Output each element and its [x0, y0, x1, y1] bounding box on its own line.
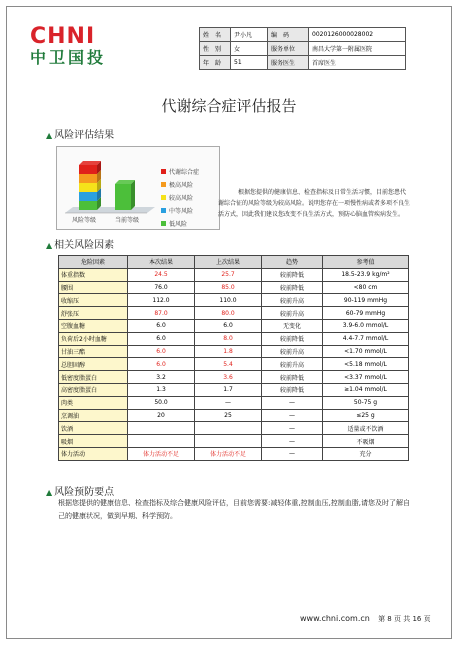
bar-segment: [79, 174, 97, 183]
current-cell: 6.0: [128, 345, 195, 358]
current-cell: 24.5: [128, 268, 195, 281]
current-cell: 50.0: [128, 396, 195, 409]
trend-cell: 无变化: [262, 319, 323, 332]
previous-cell: 85.0: [195, 281, 262, 294]
bar-segment: [79, 183, 97, 192]
factor-cell: 腰围: [59, 281, 128, 294]
footer-page: 第 8 页: [378, 615, 401, 623]
table-row: [59, 268, 409, 281]
previous-cell: 25.7: [195, 268, 262, 281]
sex-label: 性 别: [200, 42, 231, 56]
previous-cell: 8.0: [195, 332, 262, 345]
table-row: [59, 294, 409, 307]
factor-cell: 舒张压: [59, 307, 128, 320]
risk-factor-table: [58, 255, 409, 461]
bar-segment-side: [131, 180, 135, 210]
reference-cell: 60-79 mmHg: [323, 307, 409, 320]
chart-category-label: 风险等级: [71, 217, 97, 224]
previous-cell: 6.0: [195, 319, 262, 332]
legend-label: 低风险: [169, 221, 188, 228]
col-header-previous: 上次结果: [195, 256, 262, 269]
reference-cell: ≥1.04 mmol/L: [323, 383, 409, 396]
trend-cell: —: [262, 422, 323, 435]
table-row: [59, 396, 409, 409]
table-row: [59, 332, 409, 345]
table-row: [59, 307, 409, 320]
legend-swatch: [161, 169, 166, 174]
previous-cell: 1.8: [195, 345, 262, 358]
factor-cell: 肉类: [59, 396, 128, 409]
factor-cell: 收缩压: [59, 294, 128, 307]
previous-cell: 5.4: [195, 358, 262, 371]
trend-cell: 较前升高: [262, 345, 323, 358]
section-factors: [46, 236, 114, 251]
trend-cell: 较前降低: [262, 281, 323, 294]
current-cell: 87.0: [128, 307, 195, 320]
legend-item: [161, 178, 199, 191]
trend-cell: —: [262, 409, 323, 422]
factor-cell: 体力活动: [59, 447, 128, 460]
table-row: [59, 422, 409, 435]
previous-cell: —: [195, 396, 262, 409]
current-cell: 体力活动不足: [128, 447, 195, 460]
previous-cell: 25: [195, 409, 262, 422]
age-label: 年 龄: [200, 56, 231, 70]
reference-cell: 3.9-6.0 mmol/L: [323, 319, 409, 332]
legend-swatch: [161, 208, 166, 213]
trend-cell: 较前降低: [262, 268, 323, 281]
reference-cell: 18.5-23.9 kg/m²: [323, 268, 409, 281]
current-cell: [128, 435, 195, 448]
previous-cell: [195, 422, 262, 435]
reference-cell: 充分: [323, 447, 409, 460]
section-risk-eval: [46, 126, 114, 141]
current-cell: 3.2: [128, 371, 195, 384]
id-label: 编 码: [268, 28, 309, 42]
current-cell: 6.0: [128, 319, 195, 332]
trend-cell: —: [262, 447, 323, 460]
previous-cell: 110.0: [195, 294, 262, 307]
previous-cell: 1.7: [195, 383, 262, 396]
previous-cell: [195, 435, 262, 448]
name-label: 姓 名: [200, 28, 231, 42]
legend-swatch: [161, 195, 166, 200]
current-cell: 6.0: [128, 358, 195, 371]
table-row: [59, 345, 409, 358]
risk-chart: [56, 146, 220, 230]
page-footer: [300, 614, 431, 624]
table-row: [59, 383, 409, 396]
section-factors-label: 相关风险因素: [54, 240, 115, 251]
factor-cell: 体重指数: [59, 268, 128, 281]
factor-cell: 吸烟: [59, 435, 128, 448]
reference-cell: <80 cm: [323, 281, 409, 294]
col-header-reference: 参考值: [323, 256, 409, 269]
legend-item: [161, 165, 199, 178]
brand-logo: [30, 26, 106, 68]
trend-cell: 较前降低: [262, 383, 323, 396]
current-cell: [128, 422, 195, 435]
chart-category-label: 当前等级: [114, 217, 140, 224]
legend-label: 较高风险: [169, 195, 194, 202]
table-row: [59, 281, 409, 294]
col-header-trend: 趋势: [262, 256, 323, 269]
doctor-label: 服务医生: [268, 56, 309, 70]
factor-cell: 总胆固醇: [59, 358, 128, 371]
legend-label: 极高风险: [169, 182, 194, 189]
trend-cell: —: [262, 435, 323, 448]
factor-cell: 低密度脂蛋白: [59, 371, 128, 384]
current-cell: 20: [128, 409, 195, 422]
legend-item: [161, 204, 199, 217]
triangle-icon: ▲: [46, 488, 53, 497]
footer-url[interactable]: www.chni.com.cn: [300, 614, 370, 623]
table-row: [59, 409, 409, 422]
bar-segment: [79, 165, 97, 174]
org-label: 服务单位: [268, 42, 309, 56]
table-row: [59, 435, 409, 448]
triangle-icon: ▲: [46, 241, 53, 250]
previous-cell: 80.0: [195, 307, 262, 320]
col-header-factor: 危险因素: [59, 256, 128, 269]
reference-cell: ≤25 g: [323, 409, 409, 422]
section-prevention-label: 风险预防要点: [54, 487, 115, 498]
chart-legend: [161, 165, 199, 230]
reference-cell: 4.4-7.7 mmol/L: [323, 332, 409, 345]
id-value: 0020126000028002: [309, 28, 406, 42]
factor-cell: 烹调油: [59, 409, 128, 422]
reference-cell: <1.70 mmol/L: [323, 345, 409, 358]
current-cell: 6.0: [128, 332, 195, 345]
legend-item: [161, 191, 199, 204]
trend-cell: 较前升高: [262, 358, 323, 371]
legend-item: [161, 217, 199, 230]
bar-segment: [79, 192, 97, 201]
trend-cell: 较前升高: [262, 294, 323, 307]
legend-label: 中等风险: [169, 208, 194, 215]
reference-cell: <3.37 mmol/L: [323, 371, 409, 384]
factor-cell: 空腹血糖: [59, 319, 128, 332]
bar-segment: [79, 201, 97, 210]
patient-info-table: [199, 27, 406, 70]
current-cell: 112.0: [128, 294, 195, 307]
name-value: 尹小凡: [231, 28, 268, 42]
reference-cell: <5.18 mmol/L: [323, 358, 409, 371]
table-row: [59, 371, 409, 384]
factor-cell: 负荷后2小时血糖: [59, 332, 128, 345]
logo-cn: 中卫国投: [30, 48, 107, 67]
risk-summary: 根据您提供的健康信息、检查指标及日常生活习惯，目前您患代谢综合征的风险等级为较高风险。说明您存在一项慢性病或者多项不良生活方式，因此我们建议您改变不良生活方式，预防心脑血管疾病发生。: [218, 189, 411, 218]
trend-cell: —: [262, 396, 323, 409]
factor-cell: 甘油三酯: [59, 345, 128, 358]
trend-cell: 较前升高: [262, 307, 323, 320]
factor-cell: 饮酒: [59, 422, 128, 435]
triangle-icon: ▲: [46, 131, 53, 140]
reference-cell: 50-75 g: [323, 396, 409, 409]
age-value: 51: [231, 56, 268, 70]
doctor-value: 首席医生: [309, 56, 406, 70]
reference-cell: 适量或不饮酒: [323, 422, 409, 435]
footer-total: 共 16 页: [403, 615, 431, 623]
legend-swatch: [161, 221, 166, 226]
current-cell: 76.0: [128, 281, 195, 294]
trend-cell: 较前降低: [262, 371, 323, 384]
reference-cell: 不吸烟: [323, 435, 409, 448]
factor-cell: 高密度脂蛋白: [59, 383, 128, 396]
table-row: [59, 447, 409, 460]
prevention-text: 根据您提供的健康信息、检查指标及综合健康风险评估，目前您需要:减轻体重,控制血压,控制血脂,请您及时了解自己的健康状况，做到早期、科学预防。: [58, 499, 411, 520]
logo-en: CHNI: [30, 24, 96, 49]
current-cell: 1.3: [128, 383, 195, 396]
previous-cell: 体力活动不足: [195, 447, 262, 460]
bar-segment: [115, 184, 131, 210]
section-risk-eval-label: 风险评估结果: [54, 130, 115, 141]
table-row: [59, 319, 409, 332]
org-value: 南昌大学第一附属医院: [309, 42, 406, 56]
col-header-current: 本次结果: [128, 256, 195, 269]
sex-value: 女: [231, 42, 268, 56]
reference-cell: 90-119 mmHg: [323, 294, 409, 307]
chart-floor: [65, 207, 155, 213]
page-title: 代谢综合症评估报告: [161, 97, 297, 115]
trend-cell: 较前降低: [262, 332, 323, 345]
table-row: [59, 358, 409, 371]
legend-swatch: [161, 182, 166, 187]
previous-cell: 3.6: [195, 371, 262, 384]
legend-label: 代谢综合症: [169, 169, 200, 176]
section-prevention: [46, 483, 114, 498]
